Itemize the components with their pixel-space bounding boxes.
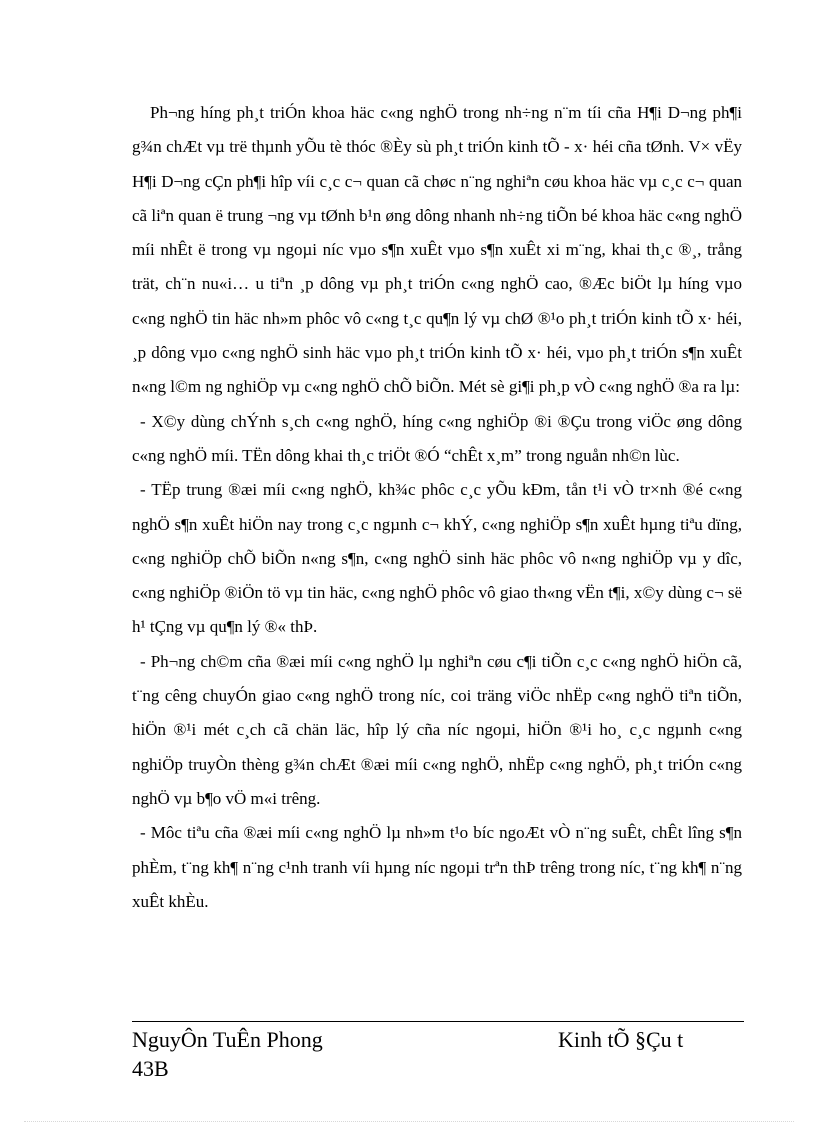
paragraph-intro: Ph¬ng híng ph¸t triÓn khoa häc c«ng nghÖ trong nh÷ng n¨m tíi cña H¶i D¬ng ph¶i g¾n chÆt vµ trë thµnh yÕu tè thóc ®Èy sù ph¸t triÓn kinh tÕ - x· héi cña tØnh. V× vËy H¶i D¬ng cÇn ph¶i hîp víi c¸c c¬ quan cã chøc n¨ng nghiªn cøu khoa häc vµ c¸c c¬ quan cã liªn quan ë trung ¬ng vµ tØnh b¹n øng dông nhanh nh÷ng tiÕn bé khoa häc c«ng nghÖ míi nhÊt ë trong vµ ngoµi níc vµo s¶n xuÊt vµo s¶n xuÊt xi m¨ng, khai th¸c ®¸, trång trät, ch¨n nu«i… u tiªn ¸p dông vµ ph¸t triÓn c«ng nghÖ cao, ®Æc biÖt lµ híng vµo c«ng nghÖ tin häc nh»m phôc vô c«ng t¸c qu¶n lý vµ chØ ®¹o ph¸t triÓn kinh tÕ x· héi, ¸p dông vµo c«ng nghÖ sinh häc vµo ph¸t triÓn kinh tÕ x· héi, vµo ph¸t triÓn s¶n xuÊt n«ng l©m ng nghiÖp vµ c«ng nghÖ chÕ biÕn. Mét sè gi¶i ph¸p vÒ c«ng nghÖ ®a ra lµ: <box>132 103 742 397</box>
paragraph-bullet-motto: - Ph¬ng ch©m cña ®æi míi c«ng nghÖ lµ nghiªn cøu c¶i tiÕn c¸c c«ng nghÖ hiÖn cã, t¨ng cêng chuyÓn giao c«ng nghÖ trong níc, coi träng viÖc nhËp c«ng nghÖ tiªn tiÕn, hiÖn ®¹i mét c¸ch cã chän läc, hîp lý cña níc ngoµi, hiÖn ®¹i ho¸ c¸c ngµnh c«ng nghiÖp truyÒn thèng g¾n chÆt ®æi míi c«ng nghÖ, nhËp c«ng nghÖ, ph¸t triÓn c«ng nghÖ vµ b¶o vÖ m«i trêng. <box>132 651 742 808</box>
paragraph-bullet-policy: - X©y dùng chÝnh s¸ch c«ng nghÖ, híng c«ng nghiÖp ®i ®Çu trong viÖc øng dông c«ng nghÖ míi. TËn dông khai th¸c triÖt ®Ó “chÊt x¸m” trong nguån nh©n lùc. <box>132 411 742 465</box>
footer-divider <box>132 1021 744 1022</box>
page-bottom-border <box>24 1121 794 1122</box>
paragraph-bullet-goal: - Môc tiªu cña ®æi míi c«ng nghÖ lµ nh»m t¹o bíc ngoÆt vÒ n¨ng suÊt, chÊt lîng s¶n phÈm, t¨ng kh¶ n¨ng c¹nh tranh víi hµng níc ngoµi trªn thÞ trêng trong níc, t¨ng kh¶ n¨ng xuÊt khÈu. <box>132 823 742 911</box>
footer-author-block <box>132 1025 323 1083</box>
paragraph-bullet-renovation: - TËp trung ®æi míi c«ng nghÖ, kh¾c phôc c¸c yÕu kÐm, tån t¹i vÒ tr×nh ®é c«ng nghÖ s¶n xuÊt hiÖn nay trong c¸c ngµnh c¬ khÝ, c«ng nghiÖp s¶n xuÊt hµng tiªu dïng, c«ng nghiÖp chÕ biÕn n«ng s¶n, c«ng nghÖ sinh häc phôc vô n«ng nghiÖp vµ y dîc, c«ng nghiÖp ®iÖn tö vµ tin häc, c«ng nghÖ phôc vô giao th«ng vËn t¶i, x©y dùng c¬ së h¹ tÇng vµ qu¶n lý ®« thÞ. <box>132 480 742 637</box>
body-text <box>132 96 742 919</box>
footer-department: Kinh tÕ §Çu t <box>558 1027 684 1052</box>
footer-class: 43B <box>132 1056 169 1081</box>
footer-author: NguyÔn TuÊn Phong <box>132 1027 323 1052</box>
